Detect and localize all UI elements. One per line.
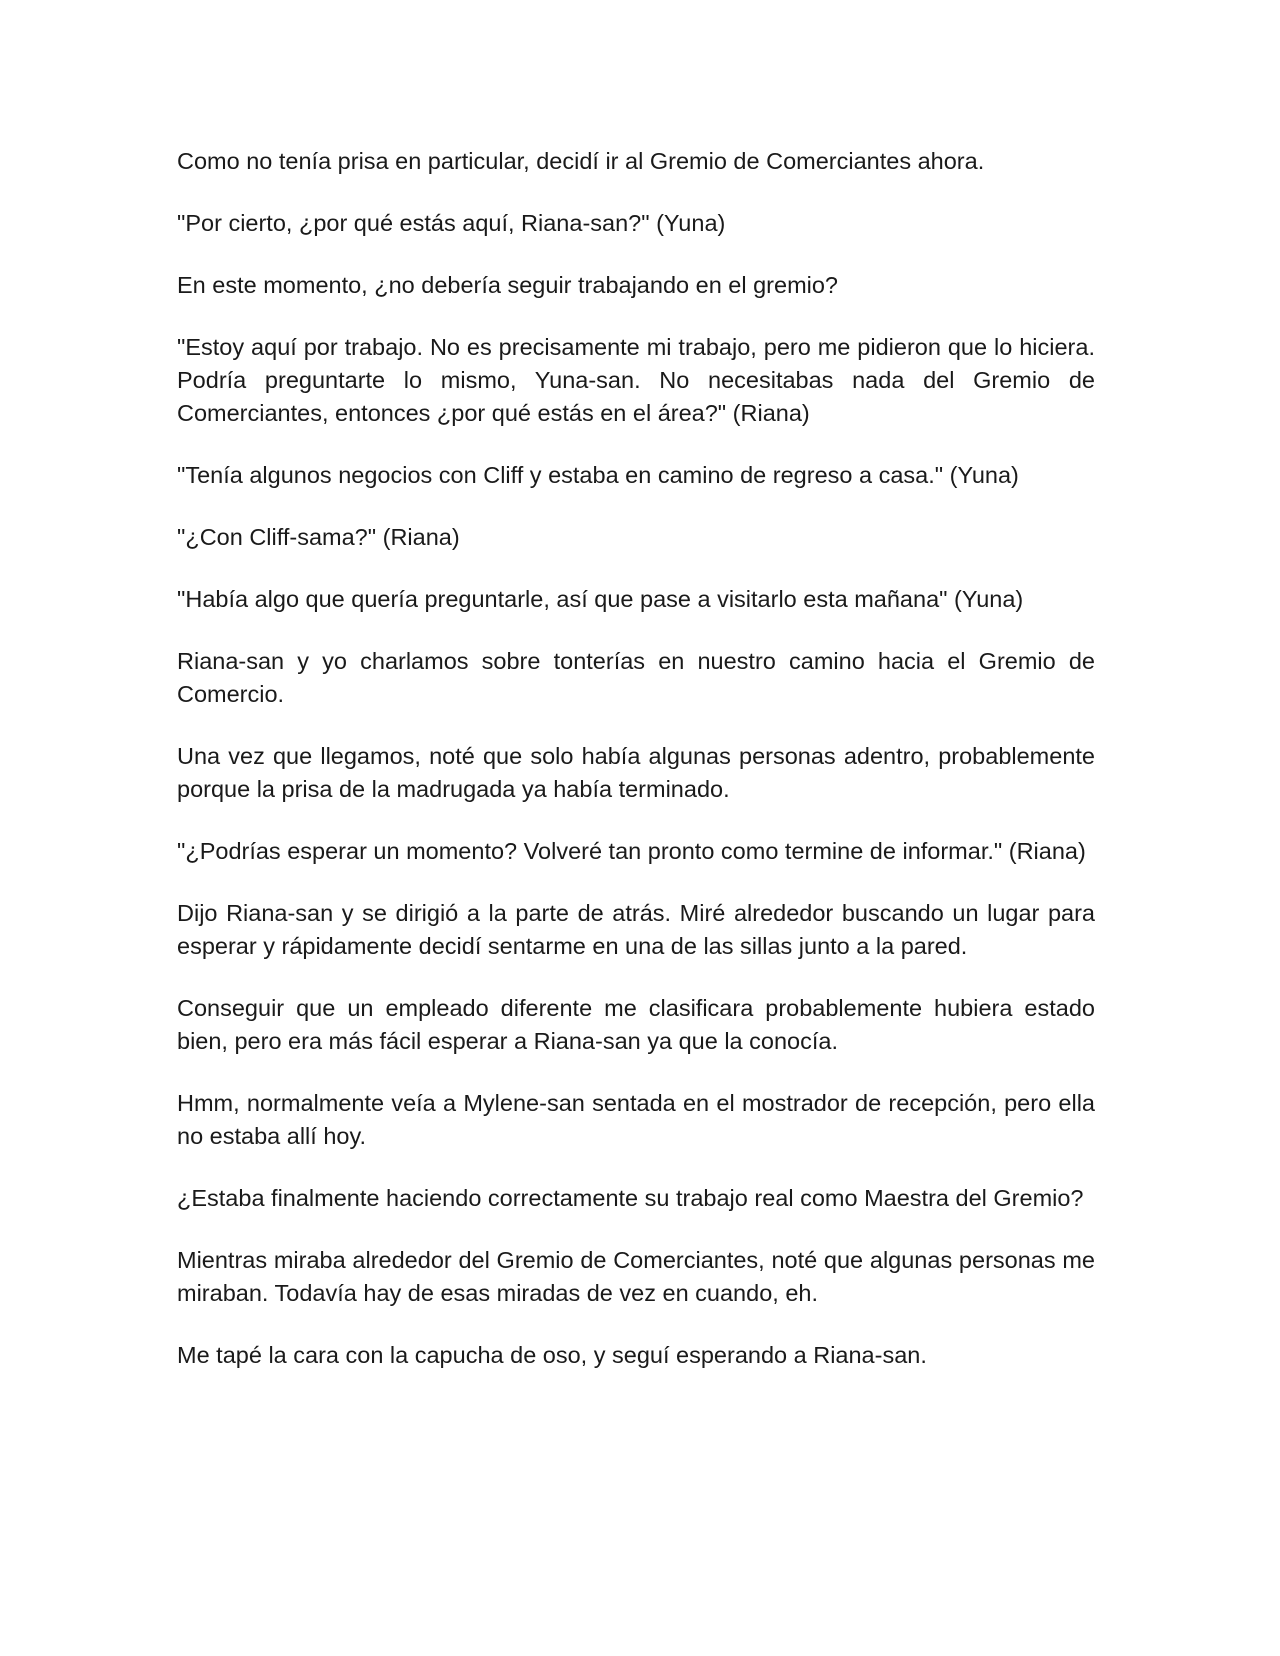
paragraph-1: Como no tenía prisa en particular, decidí ir al Gremio de Comerciantes ahora. — [177, 148, 985, 174]
paragraph-14: ¿Estaba finalmente haciendo correctamente su trabajo real como Maestra del Gremio? — [177, 1185, 1084, 1211]
paragraph-16: Me tapé la cara con la capucha de oso, y seguí esperando a Riana-san. — [177, 1342, 927, 1368]
paragraph-10: "¿Podrías esperar un momento? Volveré tan pronto como termine de informar." (Riana) — [177, 838, 1086, 864]
paragraph-11: Dijo Riana-san y se dirigió a la parte de atrás. Miré alrededor buscando un lugar para esperar y rápidamente decidí sentarme en una de las sillas junto a la pared. — [177, 900, 1095, 959]
paragraph-5: "Tenía algunos negocios con Cliff y estaba en camino de regreso a casa." (Yuna) — [177, 462, 1019, 488]
paragraph-8: Riana-san y yo charlamos sobre tonterías en nuestro camino hacia el Gremio de Comercio. — [177, 648, 1095, 707]
paragraph-9: Una vez que llegamos, noté que solo había algunas personas adentro, probablemente porque la prisa de la madrugada ya había terminado. — [177, 743, 1095, 802]
paragraph-15: Mientras miraba alrededor del Gremio de Comerciantes, noté que algunas personas me miraban. Todavía hay de esas miradas de vez en cuando, eh. — [177, 1247, 1095, 1306]
paragraph-6: "¿Con Cliff-sama?" (Riana) — [177, 524, 460, 550]
document-body — [177, 145, 1095, 1401]
paragraph-2: "Por cierto, ¿por qué estás aquí, Riana-san?" (Yuna) — [177, 210, 726, 236]
paragraph-12: Conseguir que un empleado diferente me clasificara probablemente hubiera estado bien, pero era más fácil esperar a Riana-san ya que la conocía. — [177, 995, 1095, 1054]
paragraph-3: En este momento, ¿no debería seguir trabajando en el gremio? — [177, 272, 839, 298]
paragraph-4: "Estoy aquí por trabajo. No es precisamente mi trabajo, pero me pidieron que lo hiciera. Podría preguntarte lo mismo, Yuna-san. No necesitabas nada del Gremio de Comerciantes, entonces ¿por qué estás en el área?" (Riana) — [177, 334, 1095, 426]
paragraph-7: "Había algo que quería preguntarle, así que pase a visitarlo esta mañana" (Yuna) — [177, 586, 1024, 612]
paragraph-13: Hmm, normalmente veía a Mylene-san sentada en el mostrador de recepción, pero ella no estaba allí hoy. — [177, 1090, 1095, 1149]
